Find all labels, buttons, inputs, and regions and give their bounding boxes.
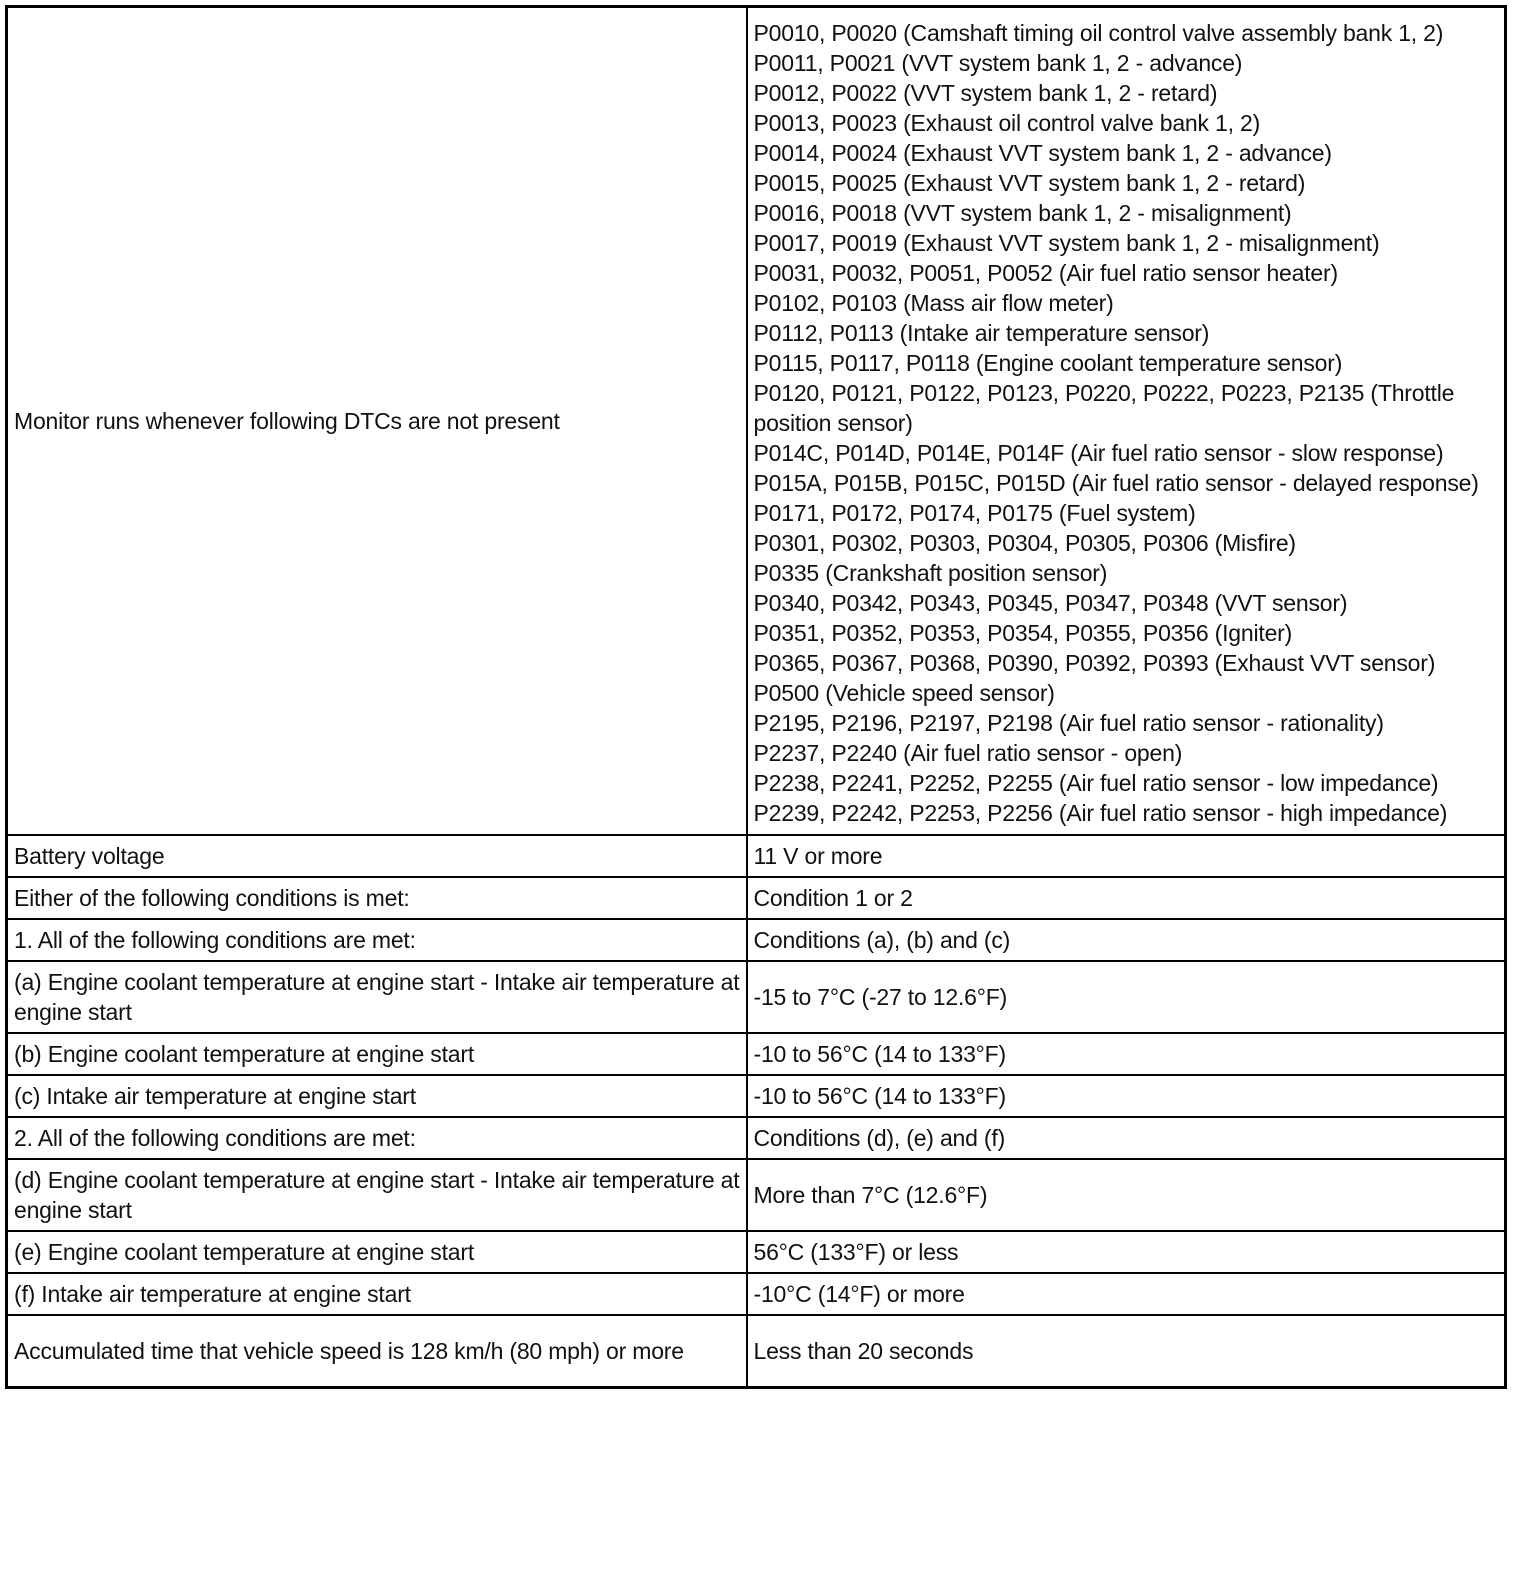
dtc-entry: P0017, P0019 (Exhaust VVT system bank 1, 2 - misalignment) — [753, 230, 1380, 256]
table-row-dtc — [7, 7, 1506, 836]
table-row — [7, 877, 1506, 919]
condition-label: Accumulated time that vehicle speed is 128 km/h (80 mph) or more — [7, 1315, 747, 1387]
dtc-entry: P2195, P2196, P2197, P2198 (Air fuel ratio sensor - rationality) — [753, 710, 1384, 736]
condition-value: 11 V or more — [747, 835, 1506, 877]
table-row — [7, 1033, 1506, 1075]
condition-label: (c) Intake air temperature at engine start — [7, 1075, 747, 1117]
dtc-entry: P0102, P0103 (Mass air flow meter) — [753, 290, 1114, 316]
monitor-conditions-table — [5, 5, 1507, 1389]
condition-value: -10 to 56°C (14 to 133°F) — [747, 1033, 1506, 1075]
dtc-entry: P0500 (Vehicle speed sensor) — [753, 680, 1055, 706]
dtc-entry: P0112, P0113 (Intake air temperature sensor) — [753, 320, 1210, 346]
condition-label: (e) Engine coolant temperature at engine start — [7, 1231, 747, 1273]
dtc-entry: P0031, P0032, P0051, P0052 (Air fuel ratio sensor heater) — [753, 260, 1338, 286]
condition-value: Conditions (d), (e) and (f) — [747, 1117, 1506, 1159]
table-row — [7, 1117, 1506, 1159]
dtc-entry: P2237, P2240 (Air fuel ratio sensor - open) — [753, 740, 1183, 766]
condition-label: (f) Intake air temperature at engine start — [7, 1273, 747, 1315]
table-row — [7, 1231, 1506, 1273]
dtc-entry: P0013, P0023 (Exhaust oil control valve bank 1, 2) — [753, 110, 1261, 136]
condition-value: -10 to 56°C (14 to 133°F) — [747, 1075, 1506, 1117]
table-row — [7, 1159, 1506, 1231]
condition-value: Condition 1 or 2 — [747, 877, 1506, 919]
table-row — [7, 961, 1506, 1033]
table-row — [7, 1315, 1506, 1387]
dtc-entry: P0301, P0302, P0303, P0304, P0305, P0306 (Misfire) — [753, 530, 1296, 556]
condition-label: Monitor runs whenever following DTCs are not present — [7, 7, 747, 836]
condition-label: Either of the following conditions is met: — [7, 877, 747, 919]
table-row — [7, 919, 1506, 961]
dtc-entry: P2238, P2241, P2252, P2255 (Air fuel ratio sensor - low impedance) — [753, 770, 1439, 796]
condition-label: 1. All of the following conditions are met: — [7, 919, 747, 961]
condition-value: Less than 20 seconds — [747, 1315, 1506, 1387]
dtc-list — [747, 7, 1506, 836]
condition-label: (d) Engine coolant temperature at engine start - Intake air temperature at engine start — [7, 1159, 747, 1231]
dtc-entry: P0340, P0342, P0343, P0345, P0347, P0348 (VVT sensor) — [753, 590, 1348, 616]
dtc-entry: P0015, P0025 (Exhaust VVT system bank 1, 2 - retard) — [753, 170, 1306, 196]
condition-label: Battery voltage — [7, 835, 747, 877]
condition-value: 56°C (133°F) or less — [747, 1231, 1506, 1273]
dtc-entry: P015A, P015B, P015C, P015D (Air fuel ratio sensor - delayed response) — [753, 470, 1479, 496]
table-row — [7, 835, 1506, 877]
dtc-entry: P0365, P0367, P0368, P0390, P0392, P0393 (Exhaust VVT sensor) — [753, 650, 1436, 676]
dtc-entry: P2239, P2242, P2253, P2256 (Air fuel ratio sensor - high impedance) — [753, 800, 1448, 826]
dtc-entry: P0011, P0021 (VVT system bank 1, 2 - advance) — [753, 50, 1243, 76]
table-row — [7, 1273, 1506, 1315]
dtc-entry: P0115, P0117, P0118 (Engine coolant temperature sensor) — [753, 350, 1343, 376]
dtc-entry: P0016, P0018 (VVT system bank 1, 2 - misalignment) — [753, 200, 1292, 226]
dtc-entry: P0010, P0020 (Camshaft timing oil control valve assembly bank 1, 2) — [753, 20, 1444, 46]
dtc-entry: P014C, P014D, P014E, P014F (Air fuel ratio sensor - slow response) — [753, 440, 1444, 466]
condition-value: -10°C (14°F) or more — [747, 1273, 1506, 1315]
table-row — [7, 1075, 1506, 1117]
condition-value: More than 7°C (12.6°F) — [747, 1159, 1506, 1231]
dtc-entry: P0120, P0121, P0122, P0123, P0220, P0222, P0223, P2135 (Throttle position sensor) — [753, 380, 1455, 436]
dtc-entry: P0335 (Crankshaft position sensor) — [753, 560, 1108, 586]
condition-label: (b) Engine coolant temperature at engine start — [7, 1033, 747, 1075]
condition-label: 2. All of the following conditions are met: — [7, 1117, 747, 1159]
condition-value: Conditions (a), (b) and (c) — [747, 919, 1506, 961]
condition-label: (a) Engine coolant temperature at engine start - Intake air temperature at engine start — [7, 961, 747, 1033]
condition-value: -15 to 7°C (-27 to 12.6°F) — [747, 961, 1506, 1033]
dtc-entry: P0171, P0172, P0174, P0175 (Fuel system) — [753, 500, 1196, 526]
dtc-entry: P0014, P0024 (Exhaust VVT system bank 1, 2 - advance) — [753, 140, 1332, 166]
dtc-entry: P0351, P0352, P0353, P0354, P0355, P0356 (Igniter) — [753, 620, 1293, 646]
dtc-entry: P0012, P0022 (VVT system bank 1, 2 - retard) — [753, 80, 1218, 106]
